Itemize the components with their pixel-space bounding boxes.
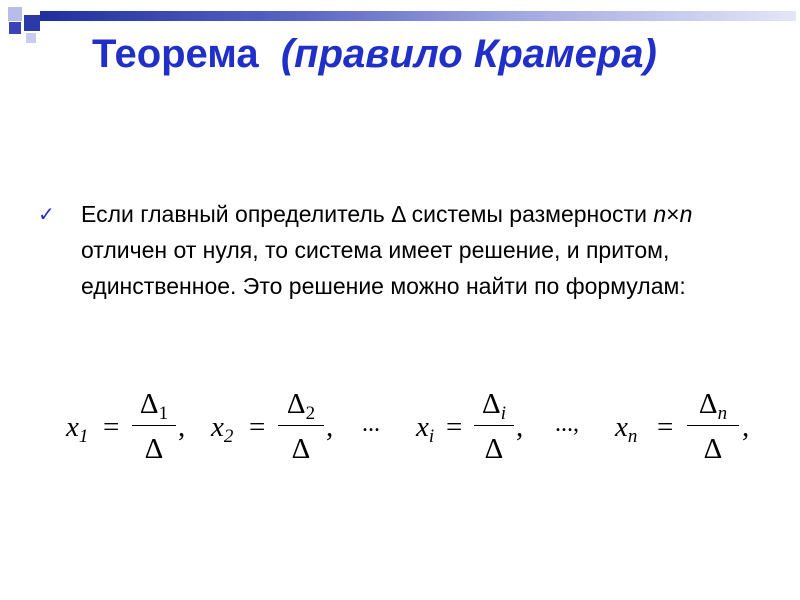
formula-xn-lhs: $x_n$ bbox=[615, 411, 638, 447]
formula-xi-equals: = bbox=[446, 411, 463, 443]
formula-x2 bbox=[211, 383, 341, 473]
formula-x2-lhs: $x_2$ bbox=[211, 411, 234, 447]
formula-xn-fraction bbox=[687, 383, 739, 470]
formula-xn-numerator: $\Delta_n$ bbox=[698, 388, 728, 424]
formula-x2-numerator: $\Delta_2$ bbox=[286, 388, 316, 424]
ellipsis-1: ... bbox=[362, 411, 380, 437]
checkmark-icon: ✓ bbox=[38, 202, 55, 226]
formula-x1-denominator: Δ bbox=[144, 433, 164, 465]
formula-xi bbox=[416, 383, 531, 473]
bullet-text bbox=[81, 196, 781, 304]
corner-square-pale bbox=[26, 33, 36, 43]
ellipsis-2: ..., bbox=[555, 411, 579, 437]
corner-square-dark bbox=[24, 15, 40, 31]
formula-x1-equals: = bbox=[103, 411, 120, 443]
formula-x2-denominator: Δ bbox=[291, 433, 311, 465]
formula-xn-denominator: Δ bbox=[703, 433, 723, 465]
cramer-formulas bbox=[0, 383, 800, 473]
slide-title bbox=[92, 30, 657, 78]
formula-xn-equals: = bbox=[657, 411, 674, 443]
formula-xn bbox=[615, 383, 755, 473]
formula-x1-fraction bbox=[132, 383, 176, 470]
corner-square-blue bbox=[9, 22, 21, 34]
formula-x2-fraction bbox=[278, 383, 324, 470]
bullet-text-end: отличен от нуля, то система имеет решение, и притом, единственное. Это решение можно найти по формулам: bbox=[81, 237, 686, 299]
bullet-text-start: Если главный определитель Δ системы размерности bbox=[81, 201, 654, 227]
header-gradient-bar bbox=[40, 11, 796, 21]
formula-xi-lhs: $x_i$ bbox=[416, 411, 435, 447]
dimension-n-2: n bbox=[679, 201, 693, 227]
formula-x1-comma: , bbox=[178, 411, 186, 443]
corner-square-light bbox=[8, 7, 22, 21]
formula-x2-equals: = bbox=[249, 411, 266, 443]
formula-x1-lhs: $x_1$ bbox=[66, 411, 89, 447]
times-sign: × bbox=[666, 201, 680, 227]
title-parenthetical: (правило Крамера) bbox=[280, 32, 657, 76]
title-main: Теорема bbox=[92, 32, 259, 76]
formula-xi-denominator: Δ bbox=[484, 433, 504, 465]
formula-xn-comma: , bbox=[742, 411, 750, 443]
formula-x1-numerator: $\Delta_1$ bbox=[139, 388, 169, 424]
formula-xi-numerator: $\Delta_i$ bbox=[482, 388, 506, 424]
dimension-n-1: n bbox=[653, 201, 667, 227]
formula-xi-comma: , bbox=[516, 411, 524, 443]
formula-x2-comma: , bbox=[326, 411, 334, 443]
formula-xi-fraction bbox=[474, 383, 514, 470]
formula-x1 bbox=[66, 383, 196, 473]
